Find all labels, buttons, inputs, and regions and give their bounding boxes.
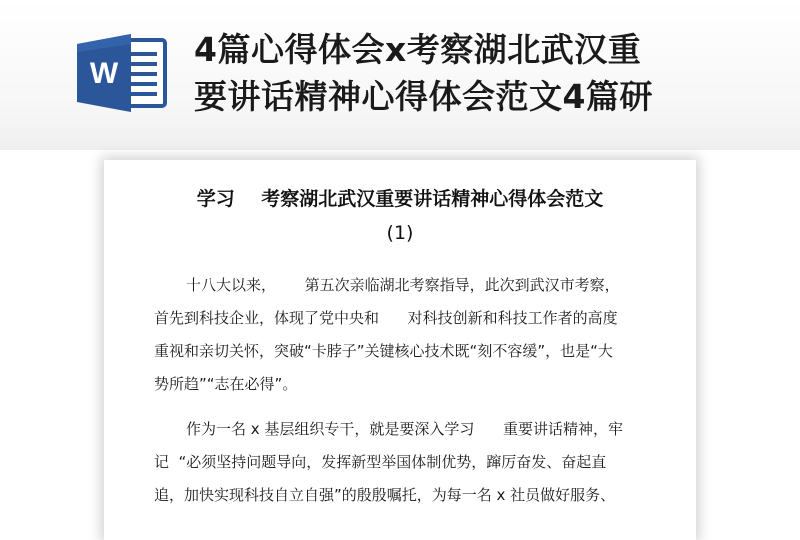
paragraph-line: 十八大以来， 第五次亲临湖北考察指导，此次到武汉市考察， (186, 276, 620, 294)
paragraph-line: 记 “必须坚持问题导向，发挥新型举国体制优势，蹿厉奋发、奋起直 (154, 453, 607, 471)
document-title-line: 4篇心得体会x考察湖北武汉重 (194, 30, 642, 69)
document-title (194, 26, 754, 120)
page-heading (130, 182, 670, 250)
paragraph-line: 首先到科技企业，体现了党中央和 对科技创新和科技工作者的高度 (154, 309, 618, 327)
word-icon (75, 32, 171, 114)
paragraph-2 (154, 413, 654, 512)
paragraph-line: 重视和亲切关怀，突破“卡脖子”关键核心技术既“刻不容缓”，也是“大 (154, 342, 613, 360)
page-heading-line: 学习 考察湖北武汉重要讲话精神心得体会范文 (196, 188, 604, 210)
svg-text:W: W (89, 57, 119, 90)
paragraph-line: 追，加快实现科技自立自强”的殷殷嘱托，为每一名 x 社员做好服务、 (154, 486, 616, 504)
document-title-line: 要讲话精神心得体会范文4篇研 (194, 77, 653, 116)
paragraph-1 (154, 269, 654, 401)
page-heading-line: (1) (386, 222, 414, 244)
paragraph-line: 作为一名 x 基层组织专干，就是要深入学习 重要讲话精神，牢 (186, 420, 624, 438)
document-page (110, 166, 690, 536)
paragraph-line: 势所趋”“志在必得”。 (154, 375, 298, 393)
